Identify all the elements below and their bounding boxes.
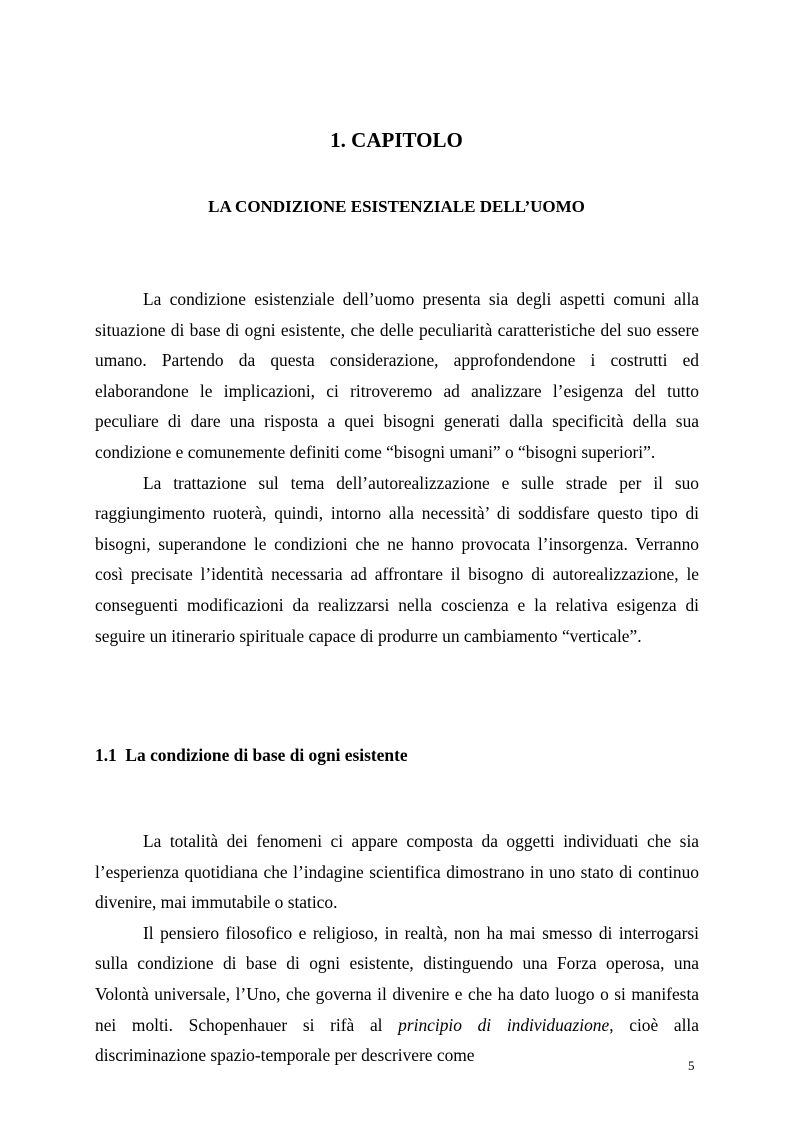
section-paragraph-2 (95, 918, 699, 1071)
paragraph-text-before: Il pensiero filosofico e religioso, in realtà, non ha mai smesso di interrogarsi sulla condizione di base di ogni esistente, distinguendo una Forza operosa, una Volontà universale, l’Uno, che governa il divenire e che ha dato luogo o si manifesta nei molti. Schopenhauer si rifà al (95, 922, 699, 1035)
emphasis-term: principio di individuazione (398, 1014, 610, 1035)
section-paragraph-1: La totalità dei fenomeni ci appare composta da oggetti individuati che sia l’esperienza quotidiana che l’indagine scientifica dimostrano in uno stato di continuo divenire, mai immutabile o statico. (95, 831, 699, 913)
section-text (95, 826, 699, 1071)
chapter-title: 1. CAPITOLO (330, 128, 463, 152)
chapter-subtitle: LA CONDIZIONE ESISTENZIALE DELL’UOMO (208, 197, 585, 216)
intro-paragraph-2: La trattazione sul tema dell’autorealizzazione e sulle strade per il suo raggiungimento ruoterà, quindi, intorno alla necessità’ di soddisfare questo tipo di bisogni, superandone le condizioni che ne hanno provocata l’insorgenza. Verranno così precisate l’identità necessaria ad affrontare il bisogno di autorealizzazione, le conseguenti modificazioni da realizzarsi nella coscienza e la relativa esigenza di seguire un itinerario spirituale capace di produrre un cambiamento “verticale”. (95, 472, 699, 646)
section-heading: 1.1 La condizione di base di ogni esistente (95, 745, 408, 765)
page-number: 5 (688, 1058, 695, 1073)
paragraph-text-after: , cioè alla discriminazione spazio-temporale per descrivere come (95, 1014, 699, 1066)
intro-paragraph-1: La condizione esistenziale dell’uomo presenta sia degli aspetti comuni alla situazione di base di ogni esistente, che delle peculiarità caratteristiche del suo essere umano. Partendo da questa considerazione, approfondendone i costrutti ed elaborandone le implicazioni, ci ritroveremo ad analizzare l’esigenza del tutto peculiare di dare una risposta a quei bisogni generati dalla specificità della sua condizione e comunemente definiti come “bisogni umani” o “bisogni superiori”. (95, 289, 699, 462)
intro-text (95, 284, 699, 651)
